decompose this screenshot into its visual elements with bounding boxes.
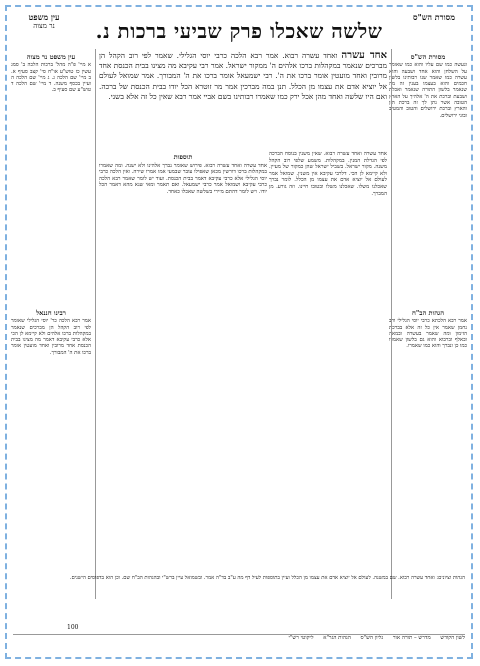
gemara-opening-word: אחד עשרה bbox=[341, 51, 387, 61]
tosafot-text: אחד עשרה ואחד עשרה רבוא. פירוש שאומר נברך אלהינו ולא ישנה. ומה שאמרו במקהלות ברכו דורשין מכאן שאפילו עובר שבמעי אמו אמרו שירה. ואין הלכה כרבי יוסי הגלילי אלא כרבי עקיבא דאמר בבית הכנסת. ועוד יש לומר שאמר רבא הלכה כרבי עקיבא ושמואל אמר כרבי ישמעאל. ואם תאמר ומאי שנא מהא דאמר הכל יודו. ויש לומר דהתם מיירי בשלשה שאכלו כאחד. bbox=[99, 162, 267, 195]
left-margin-column-2 bbox=[11, 307, 91, 571]
rashi-commentary bbox=[269, 151, 387, 571]
footer-item: לשון הקודש bbox=[440, 635, 465, 641]
rabbeinu-chananel-heading: רבינו חננאל bbox=[36, 309, 66, 317]
bottom-notes bbox=[13, 575, 465, 633]
ein-mishpat-subtitle: נר מצוה bbox=[33, 22, 55, 30]
masoret-hashas-box bbox=[403, 13, 465, 22]
page-number: 100 bbox=[67, 624, 79, 631]
page-footer bbox=[13, 634, 465, 653]
ein-mishpat-box bbox=[13, 13, 75, 31]
masoret-hashas-title: מסורת הש"ס bbox=[413, 12, 455, 22]
hagahot-text: אמר רבא הלכתא כרבי יוסי הגלילי ורב נחמן שאמר אין כל זה אלא בברכת הזימון ומה שאמר בעשרה ובמאה ובאלף וברבוא והוא גם בלשון שאמרו כמו כן ונברך והוא כמו שאמרו. bbox=[389, 318, 467, 350]
footer-item: ליקוטי רש"י bbox=[288, 635, 314, 641]
tosafot-heading: תוספות bbox=[173, 153, 193, 161]
page-title: שלשה שאכלו פרק שביעי ברכות נ. bbox=[95, 19, 383, 43]
left-margin-column bbox=[11, 51, 91, 301]
footer-item: הגהות הגר"א bbox=[323, 635, 351, 641]
gemara-text: ואחד עשרה רבוא. אמר רבא הלכה כרבי יוסי הגלילי. שאמר לפי רוב הקהל הן מברכים שנאמר במקהלות ברכו אלהים ה' ממקור ישראל. אמר רבי עקיבא מה מצינו בבית הכנסת אחד מרובין ואחד מועטין אומר ברכו את ה'. רבי ישמעאל אומר ברכו את ה' המבורך. אמר שמואל לעולם אל יוציא אדם את עצמו מן הכלל. תנן במה מברכין אמר מר זוטרא הכל יודו בבית הכנסת של ברכה. ואם היו שלשה ואחד מהן אכל ירק כמו שאמרו רבותינו בשם אביי אמר רבא שאין כל זה אלא בשני. bbox=[99, 51, 387, 101]
right-margin-text: ונעשה כמו שם עליו והוא כמו שאומר על השלחן והוא אחד ושבעה והוא עשרה כמו שאמר שנו רבותינו בלשון חכמים והוא בעצמו בענין זה מה שנאמר בלשון התורה שנאמר ואכלת ושבעת וברכת את ה' אלהיך על הארץ הטובה אשר נתן לך זה ברכת הזן והארץ וברכת ירושלים והטוב והמטיב ובוני ירושלים. bbox=[389, 62, 467, 119]
right-margin-column bbox=[389, 51, 467, 301]
rashi-text: אחד עשרה ואחד עשרה רבוא. שאין משנין בנוסח הברכה לפי הגדלת המנין. במקהלות. משמע שלפי רוב הקהל משנה. מקור ישראל. בשביל ישראל שהן כמקור של מעיין. ולא קיימא לן הכי. דלרבי עקיבא אין משנין. שמואל אמר לעולם אל יוציא אדם את עצמו מן הכלל. לומר נברך שאכלנו משלו. שאכלנו משלו ובטובו חיינו. וזה גורע. מן המברך. bbox=[269, 151, 387, 197]
hagahot-heading: הגהות הב"ח bbox=[411, 309, 445, 317]
divider-left bbox=[95, 49, 96, 599]
right-margin-heading: מסורת הש"ס bbox=[410, 53, 446, 61]
footer-item: מדרש – תורה אור bbox=[392, 635, 431, 641]
divider-right bbox=[391, 49, 392, 599]
page-header bbox=[7, 7, 471, 51]
gemara-text-block bbox=[99, 51, 387, 149]
rabbeinu-chananel-text: אמר רבא הלכה כר' יוסי הגלילי שאומר לפי רוב הקהל הן מברכים שנאמר במקהלות ברכו אלהים ולא קיימא לן הכי אלא כרבי עקיבא דאמר מה מצינו בבית הכנסת אחד מרובין ואחד מועטין אומר ברכו את ה' המבורך. bbox=[11, 318, 91, 356]
bottom-notes-text: הגהות וציונים: ואחד עשרה רבוא. שם במשנה. לעולם אל יוציא אדם את עצמו מן הכלל ועיין בתוספות לעיל דף מה ע"ב בד"ה אמר. ובשמואל עיין ברש"י ובהגהות הב"ח שם. וכן הוא בדפוסים הישנים. bbox=[69, 575, 465, 581]
right-margin-column-2 bbox=[389, 307, 467, 571]
left-margin-heading: עין משפט נר מצוה bbox=[26, 53, 76, 61]
footer-item: גליון הש"ס bbox=[360, 635, 384, 641]
tosafot-commentary bbox=[99, 151, 267, 571]
talmud-page bbox=[5, 5, 473, 659]
left-margin-text: א מיי' פ"ה מהל' ברכות הלכה ב' סמג עשין כז טוש"ע או"ח סי' קצב סעיף א. ב מיי' שם הלכה ג. ג מיי' שם הלכה ה ועיין בכסף משנה. ד מיי' שם הלכה ד טוש"ע שם סעיף ב. bbox=[11, 62, 91, 94]
ein-mishpat-title: עין משפט bbox=[28, 12, 60, 22]
